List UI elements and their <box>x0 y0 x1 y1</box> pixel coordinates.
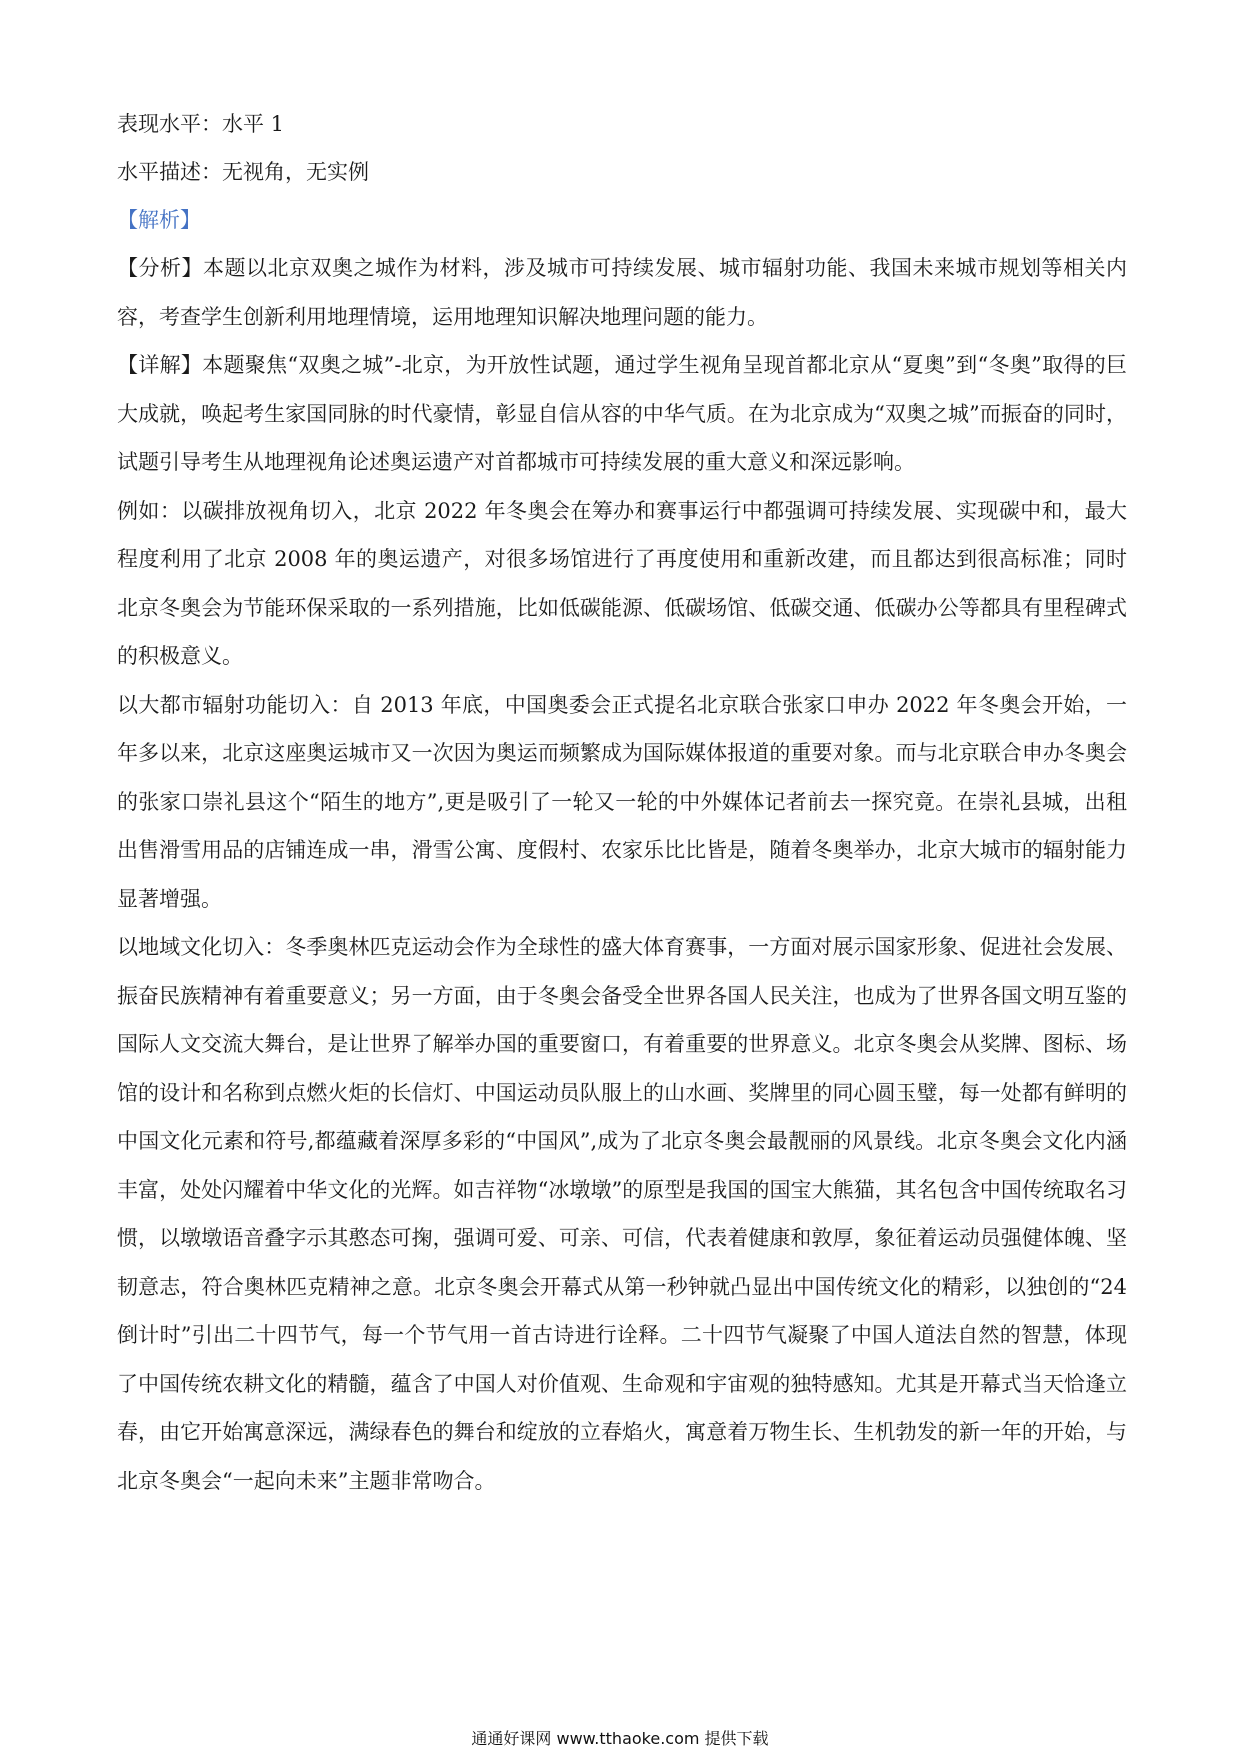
document-body <box>117 100 1127 1505</box>
paragraph-detail: 【详解】本题聚焦“双奥之城”-北京，为开放性试题，通过学生视角呈现首都北京从“夏奥”到“冬奥”取得的巨大成就，唤起考生家国同脉的时代豪情，彰显自信从容的中华气质。在为北京成为“双奥之城”而振奋的同时，试题引导考生从地理视角论述奥运遗产对首都城市可持续发展的重大意义和深远影响。 <box>117 353 1127 474</box>
paragraph-carbon-example: 例如：以碳排放视角切入，北京 2022 年冬奥会在筹办和赛事运行中都强调可持续发展、实现碳中和，最大程度利用了北京 2008 年的奥运遗产，对很多场馆进行了再度使用和重新改建，而且都达到很高标准；同时北京冬奥会为节能环保采取的一系列措施，比如低碳能源、低碳场馆、低碳交通、低碳办公等都具有里程碑式的积极意义。 <box>117 498 1127 668</box>
level-description: 水平描述：无视角，无实例 <box>117 160 369 184</box>
paragraph-culture: 以地域文化切入：冬季奥林匹克运动会作为全球性的盛大体育赛事，一方面对展示国家形象、促进社会发展、振奋民族精神有着重要意义；另一方面，由于冬奥会备受全世界各国人民关注，也成为了世界各国文明互鉴的国际人文交流大舞台，是让世界了解举办国的重要窗口，有着重要的世界意义。北京冬奥会从奖牌、图标、场馆的设计和名称到点燃火炬的长信灯、中国运动员队服上的山水画、奖牌里的同心圆玉璧，每一处都有鲜明的中国文化元素和符号,都蕴藏着深厚多彩的“中国风”,成为了北京冬奥会最靓丽的风景线。北京冬奥会文化内涵丰富，处处闪耀着中华文化的光辉。如吉祥物“冰墩墩”的原型是我国的国宝大熊猫，其名包含中国传统取名习惯，以墩墩语音叠字示其憨态可掬，强调可爱、可亲、可信，代表着健康和敦厚，象征着运动员强健体魄、坚韧意志，符合奥林匹克精神之意。北京冬奥会开幕式从第一秒钟就凸显出中国传统文化的精彩，以独创的“24 倒计时”引出二十四节气，每一个节气用一首古诗进行诠释。二十四节气凝聚了中国人道法自然的智慧，体现了中国传统农耕文化的精髓，蕴含了中国人对价值观、生命观和宇宙观的独特感知。尤其是开幕式当天恰逢立春，由它开始寓意深远，满绿春色的舞台和绽放的立春焰火，寓意着万物生长、生机勃发的新一年的开始，与北京冬奥会“一起向未来”主题非常吻合。 <box>117 935 1127 1493</box>
paragraph-radiation: 以大都市辐射功能切入：自 2013 年底，中国奥委会正式提名北京联合张家口申办 2022 年冬奥会开始，一年多以来，北京这座奥运城市又一次因为奥运而频繁成为国际媒体报道的重要对象。而与北京联合申办冬奥会的张家口崇礼县这个“陌生的地方”,更是吸引了一轮又一轮的中外媒体记者前去一探究竟。在崇礼县城，出租出售滑雪用品的店铺连成一串，滑雪公寓、度假村、农家乐比比皆是，随着冬奥举办，北京大城市的辐射能力显著增强。 <box>117 692 1127 911</box>
page-footer: 通通好课网 www.tthaoke.com 提供下载 <box>471 1729 769 1748</box>
paragraph-analysis: 【分析】本题以北京双奥之城作为材料，涉及城市可持续发展、城市辐射功能、我国未来城市规划等相关内容，考查学生创新利用地理情境，运用地理知识解决地理问题的能力。 <box>117 256 1127 329</box>
analysis-heading: 【解析】 <box>117 208 201 232</box>
performance-level: 表现水平：水平 1 <box>117 112 285 136</box>
